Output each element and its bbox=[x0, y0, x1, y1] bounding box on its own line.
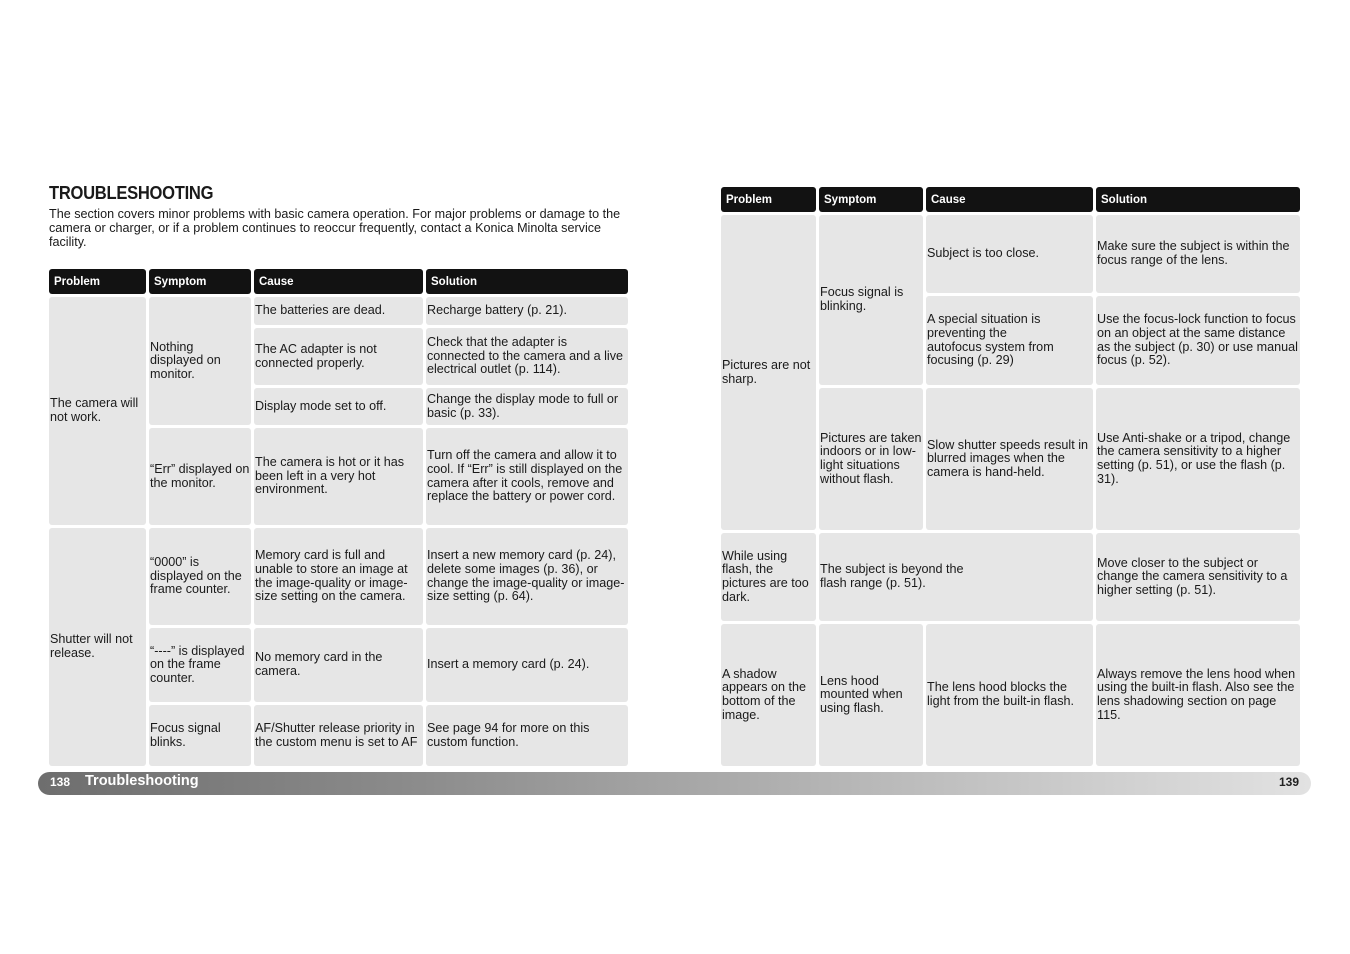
header-problem: Problem bbox=[721, 187, 816, 212]
solution-text: Check that the adapter is connected to the camera and a live electrical outlet (p. 114). bbox=[427, 335, 624, 377]
cause-text: Subject is too close. bbox=[927, 246, 1040, 261]
header-cause: Cause bbox=[926, 187, 1093, 212]
right-cause-cell bbox=[926, 296, 1093, 385]
cause-text: No memory card in the camera. bbox=[255, 650, 383, 678]
left-solution-cell bbox=[426, 388, 628, 425]
right-cause-cell bbox=[926, 624, 1093, 766]
cause-text: Memory card is full and unable to store an image at the image-quality or image-size setting on the camera. bbox=[255, 548, 408, 604]
left-problem-cell bbox=[49, 528, 146, 766]
right-solution-cell bbox=[1096, 533, 1300, 621]
left-solution-cell bbox=[426, 428, 628, 525]
left-cause-cell bbox=[254, 628, 423, 702]
right-problem-cell bbox=[721, 215, 816, 530]
left-symptom-cell bbox=[149, 528, 251, 625]
footer-section-title: Troubleshooting bbox=[85, 773, 199, 789]
cause-text: Slow shutter speeds result in blurred images when the camera is hand-held. bbox=[927, 437, 1089, 479]
cause-text: The AC adapter is not connected properly. bbox=[255, 341, 377, 370]
header-symptom: Symptom bbox=[819, 187, 923, 212]
header-problem: Problem bbox=[49, 269, 146, 294]
left-solution-cell bbox=[426, 328, 628, 385]
problem-text: Pictures are not sharp. bbox=[722, 357, 811, 386]
left-cause-cell bbox=[254, 705, 423, 766]
right-symptom-cell bbox=[819, 388, 923, 530]
right-symptom-cause-merged-cell bbox=[819, 533, 1093, 621]
left-solution-cell bbox=[426, 528, 628, 625]
cause-text: The camera is hot or it has been left in a very hot environment. bbox=[255, 455, 405, 497]
right-problem-cell bbox=[721, 533, 816, 621]
footer-bar bbox=[38, 772, 1311, 795]
page-number-left: 138 bbox=[50, 775, 71, 789]
left-cause-cell bbox=[254, 388, 423, 425]
cause-text: AF/Shutter release priority in the custom menu is set to AF bbox=[255, 720, 418, 749]
right-cause-cell bbox=[926, 215, 1093, 293]
right-solution-cell bbox=[1096, 215, 1300, 293]
left-problem-cell bbox=[49, 297, 146, 525]
solution-text: See page 94 for more on this custom function. bbox=[427, 720, 590, 749]
symptom-text: Focus signal is blinking. bbox=[820, 285, 904, 313]
problem-text: A shadow appears on the bottom of the image. bbox=[722, 666, 807, 722]
right-cause-cell bbox=[926, 388, 1093, 530]
left-cause-cell bbox=[254, 328, 423, 385]
solution-text: Always remove the lens hood when using the built-in flash. Also see the lens shadowing section on page 115. bbox=[1097, 666, 1296, 722]
solution-text: Use the focus-lock function to focus on an object at the same distance as the subject (p. 30) or use manual focus (p. 52). bbox=[1097, 312, 1298, 368]
solution-text: Change the display mode to full or basic (p. 33). bbox=[427, 391, 619, 420]
symptom-text: Nothing displayed on monitor. bbox=[150, 339, 221, 381]
header-symptom: Symptom bbox=[149, 269, 251, 294]
symptom-text: The subject is beyond the flash range (p. 51). bbox=[820, 562, 964, 590]
right-symptom-cell bbox=[819, 624, 923, 766]
header-cause: Cause bbox=[254, 269, 423, 294]
right-solution-cell bbox=[1096, 296, 1300, 385]
solution-text: Insert a memory card (p. 24). bbox=[427, 657, 590, 672]
page-title: TROUBLESHOOTING bbox=[49, 183, 214, 203]
problem-text: Shutter will not release. bbox=[50, 632, 133, 660]
cause-text: The lens hood blocks the light from the built-in flash. bbox=[927, 680, 1074, 708]
solution-text: Use Anti-shake or a tripod, change the camera sensitivity to a higher setting (p. 51), or use the flash (p. 31). bbox=[1097, 430, 1291, 486]
solution-text: Make sure the subject is within the focus range of the lens. bbox=[1097, 239, 1290, 267]
left-symptom-cell bbox=[149, 428, 251, 525]
left-symptom-cell bbox=[149, 705, 251, 766]
symptom-text: “Err” displayed on the monitor. bbox=[150, 461, 250, 490]
solution-text: Turn off the camera and allow it to cool. If “Err” is still displayed on the camera after it cools, remove and replace the battery or power cord. bbox=[427, 448, 623, 504]
header-solution: Solution bbox=[426, 269, 628, 294]
cause-text: Display mode set to off. bbox=[255, 398, 387, 413]
intro-paragraph: The section covers minor problems with basic camera operation. For major problems or damage to the camera or charger, or if a problem continues to reoccur frequently, contact a Konica Minolta service facility. bbox=[49, 207, 621, 249]
left-solution-cell bbox=[426, 628, 628, 702]
cause-text: A special situation is preventing the autofocus system from focusing (p. 29) bbox=[927, 312, 1054, 368]
solution-text: Insert a new memory card (p. 24), delete some images (p. 36), or change the image-quality or image-size setting (p. 64). bbox=[427, 548, 625, 604]
right-solution-cell bbox=[1096, 388, 1300, 530]
left-symptom-cell bbox=[149, 297, 251, 425]
header-solution: Solution bbox=[1096, 187, 1300, 212]
page-number-right: 139 bbox=[1279, 775, 1300, 789]
symptom-text: “0000” is displayed on the frame counter. bbox=[150, 555, 242, 597]
right-symptom-cell bbox=[819, 215, 923, 385]
solution-text: Move closer to the subject or change the camera sensitivity to a higher setting (p. 51). bbox=[1097, 555, 1288, 597]
right-problem-cell bbox=[721, 624, 816, 766]
symptom-text: Pictures are taken indoors or in low-light situations without flash. bbox=[820, 430, 922, 486]
problem-text: While using flash, the pictures are too dark. bbox=[722, 548, 809, 604]
left-solution-cell bbox=[426, 705, 628, 766]
cause-text: The batteries are dead. bbox=[255, 303, 386, 318]
symptom-text: “----” is displayed on the frame counter. bbox=[150, 643, 245, 685]
symptom-text: Focus signal blinks. bbox=[150, 720, 221, 749]
left-cause-cell bbox=[254, 297, 423, 325]
left-solution-cell bbox=[426, 297, 628, 325]
problem-text: The camera will not work. bbox=[50, 396, 139, 424]
solution-text: Recharge battery (p. 21). bbox=[427, 303, 568, 318]
right-solution-cell bbox=[1096, 624, 1300, 766]
left-cause-cell bbox=[254, 528, 423, 625]
left-cause-cell bbox=[254, 428, 423, 525]
left-symptom-cell bbox=[149, 628, 251, 702]
symptom-text: Lens hood mounted when using flash. bbox=[820, 673, 903, 715]
